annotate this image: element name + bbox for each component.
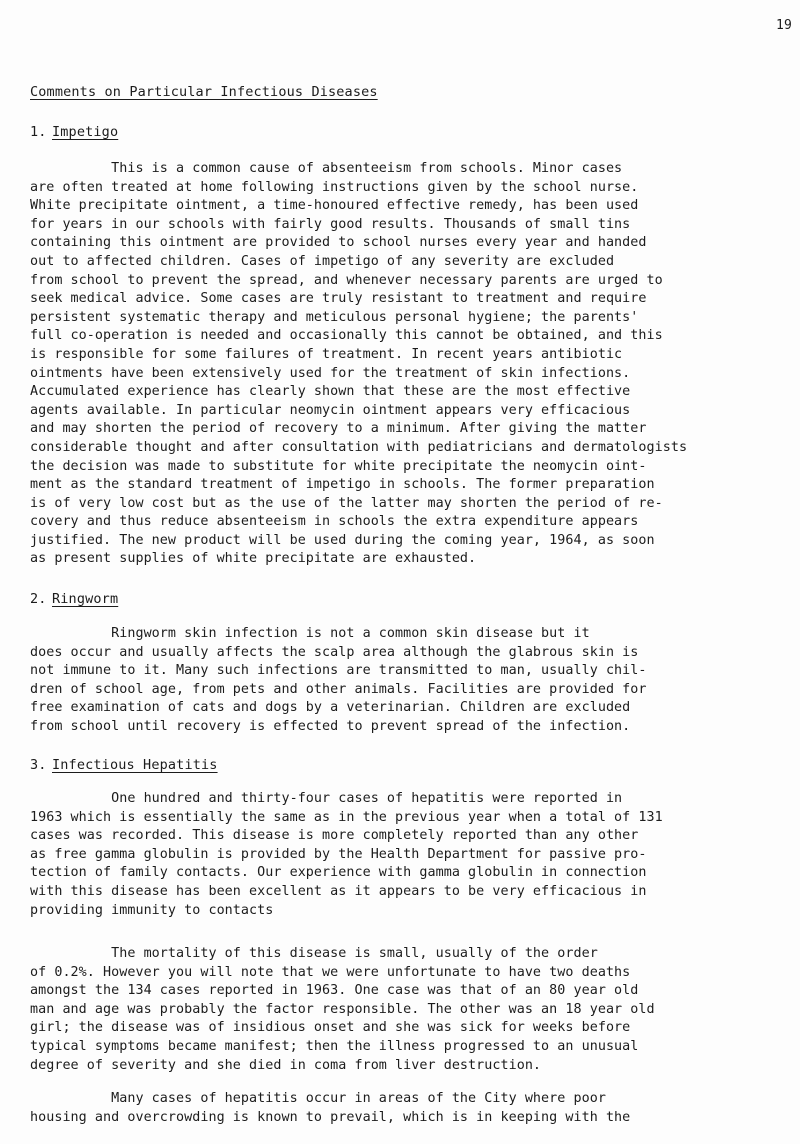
section-title: Ringworm xyxy=(52,591,119,607)
text-line: covery and thus reduce absenteeism in schools the extra expenditure appears xyxy=(30,514,639,530)
text-line: persistent systematic therapy and meticulous personal hygiene; the parents' xyxy=(30,309,639,325)
text-line: ointments have been extensively used for the treatment of skin infections. xyxy=(30,365,631,381)
section-heading-impetigo xyxy=(30,124,118,140)
text-line: as free gamma globulin is provided by the Health Department for passive pro- xyxy=(30,846,647,862)
page-title: Comments on Particular Infectious Diseases xyxy=(30,84,378,100)
text-line: The mortality of this disease is small, usually of the order xyxy=(30,946,598,961)
paragraph-hepatitis-2 xyxy=(30,945,792,1075)
text-line: ment as the standard treatment of impetigo in schools. The former preparation xyxy=(30,477,655,493)
section-number: 1. xyxy=(30,124,47,140)
text-line: girl; the disease was of insidious onset and she was sick for weeks before xyxy=(30,1020,631,1036)
text-line: degree of severity and she died in coma from liver destruction. xyxy=(30,1057,542,1073)
text-line: 1963 which is essentially the same as in the previous year when a total of 131 xyxy=(30,809,663,825)
text-line: Accumulated experience has clearly shown that these are the most effective xyxy=(30,384,631,400)
text-line: amongst the 134 cases reported in 1963. One case was that of an 80 year old xyxy=(30,983,639,999)
text-line: is responsible for some failures of treatment. In recent years antibiotic xyxy=(30,346,623,362)
section-number: 2. xyxy=(30,591,47,607)
text-line: Many cases of hepatitis occur in areas of the City where poor xyxy=(30,1091,606,1106)
text-line: considerable thought and after consultation with pediatricians and dermatologists xyxy=(30,439,688,455)
section-heading-ringworm xyxy=(30,591,118,607)
text-line: tection of family contacts. Our experience with gamma globulin in connection xyxy=(30,865,647,881)
text-line: White precipitate ointment, a time-honoured effective remedy, has been used xyxy=(30,198,639,214)
text-line: containing this ointment are provided to school nurses every year and handed xyxy=(30,235,647,251)
text-line: agents available. In particular neomycin ointment appears very efficacious xyxy=(30,402,631,418)
text-line: typical symptoms became manifest; then the illness progressed to an unusual xyxy=(30,1038,639,1054)
text-line: from school until recovery is effected to prevent spread of the infection. xyxy=(30,718,631,734)
paragraph-ringworm xyxy=(30,625,792,737)
paragraph-hepatitis-3 xyxy=(30,1090,792,1127)
text-line: are often treated at home following instructions given by the school nurse. xyxy=(30,179,639,195)
section-number: 3. xyxy=(30,757,47,773)
section-title: Impetigo xyxy=(52,124,119,140)
text-line: full co-operation is needed and occasionally this cannot be obtained, and this xyxy=(30,328,663,344)
text-line: housing and overcrowding is known to prevail, which is in keeping with the xyxy=(30,1109,631,1125)
section-title: Infectious Hepatitis xyxy=(52,757,218,773)
text-line: Ringworm skin infection is not a common skin disease but it xyxy=(30,626,590,641)
paragraph-impetigo xyxy=(30,160,792,569)
text-line: of 0.2%. However you will note that we were unfortunate to have two deaths xyxy=(30,964,631,980)
text-line: man and age was probably the factor responsible. The other was an 18 year old xyxy=(30,1001,655,1017)
text-line: does occur and usually affects the scalp area although the glabrous skin is xyxy=(30,644,639,660)
page-number: 19 xyxy=(775,18,792,33)
text-line: cases was recorded. This disease is more completely reported than any other xyxy=(30,828,639,844)
paragraph-hepatitis-1 xyxy=(30,790,792,920)
text-line: free examination of cats and dogs by a veterinarian. Children are excluded xyxy=(30,700,631,716)
text-line: the decision was made to substitute for white precipitate the neomycin oint- xyxy=(30,458,647,474)
text-line: from school to prevent the spread, and whenever necessary parents are urged to xyxy=(30,272,663,288)
text-line: as present supplies of white precipitate are exhausted. xyxy=(30,551,477,567)
section-heading-infectious-hepatitis xyxy=(30,757,218,773)
text-line: dren of school age, from pets and other animals. Facilities are provided for xyxy=(30,681,647,697)
text-line: is of very low cost but as the use of the latter may shorten the period of re- xyxy=(30,495,663,511)
text-line: for years in our schools with fairly good results. Thousands of small tins xyxy=(30,216,631,232)
text-line: seek medical advice. Some cases are truly resistant to treatment and require xyxy=(30,291,647,307)
text-line: This is a common cause of absenteeism from schools. Minor cases xyxy=(30,161,623,176)
text-line: One hundred and thirty-four cases of hepatitis were reported in xyxy=(30,791,623,806)
text-line: not immune to it. Many such infections are transmitted to man, usually chil- xyxy=(30,663,647,679)
text-line: with this disease has been excellent as it appears to be very efficacious in xyxy=(30,883,647,899)
text-line: and may shorten the period of recovery to a minimum. After giving the matter xyxy=(30,421,647,437)
text-line: out to affected children. Cases of impetigo of any severity are excluded xyxy=(30,253,615,269)
text-line: providing immunity to contacts xyxy=(30,902,274,918)
text-line: justified. The new product will be used during the coming year, 1964, as soon xyxy=(30,532,655,548)
